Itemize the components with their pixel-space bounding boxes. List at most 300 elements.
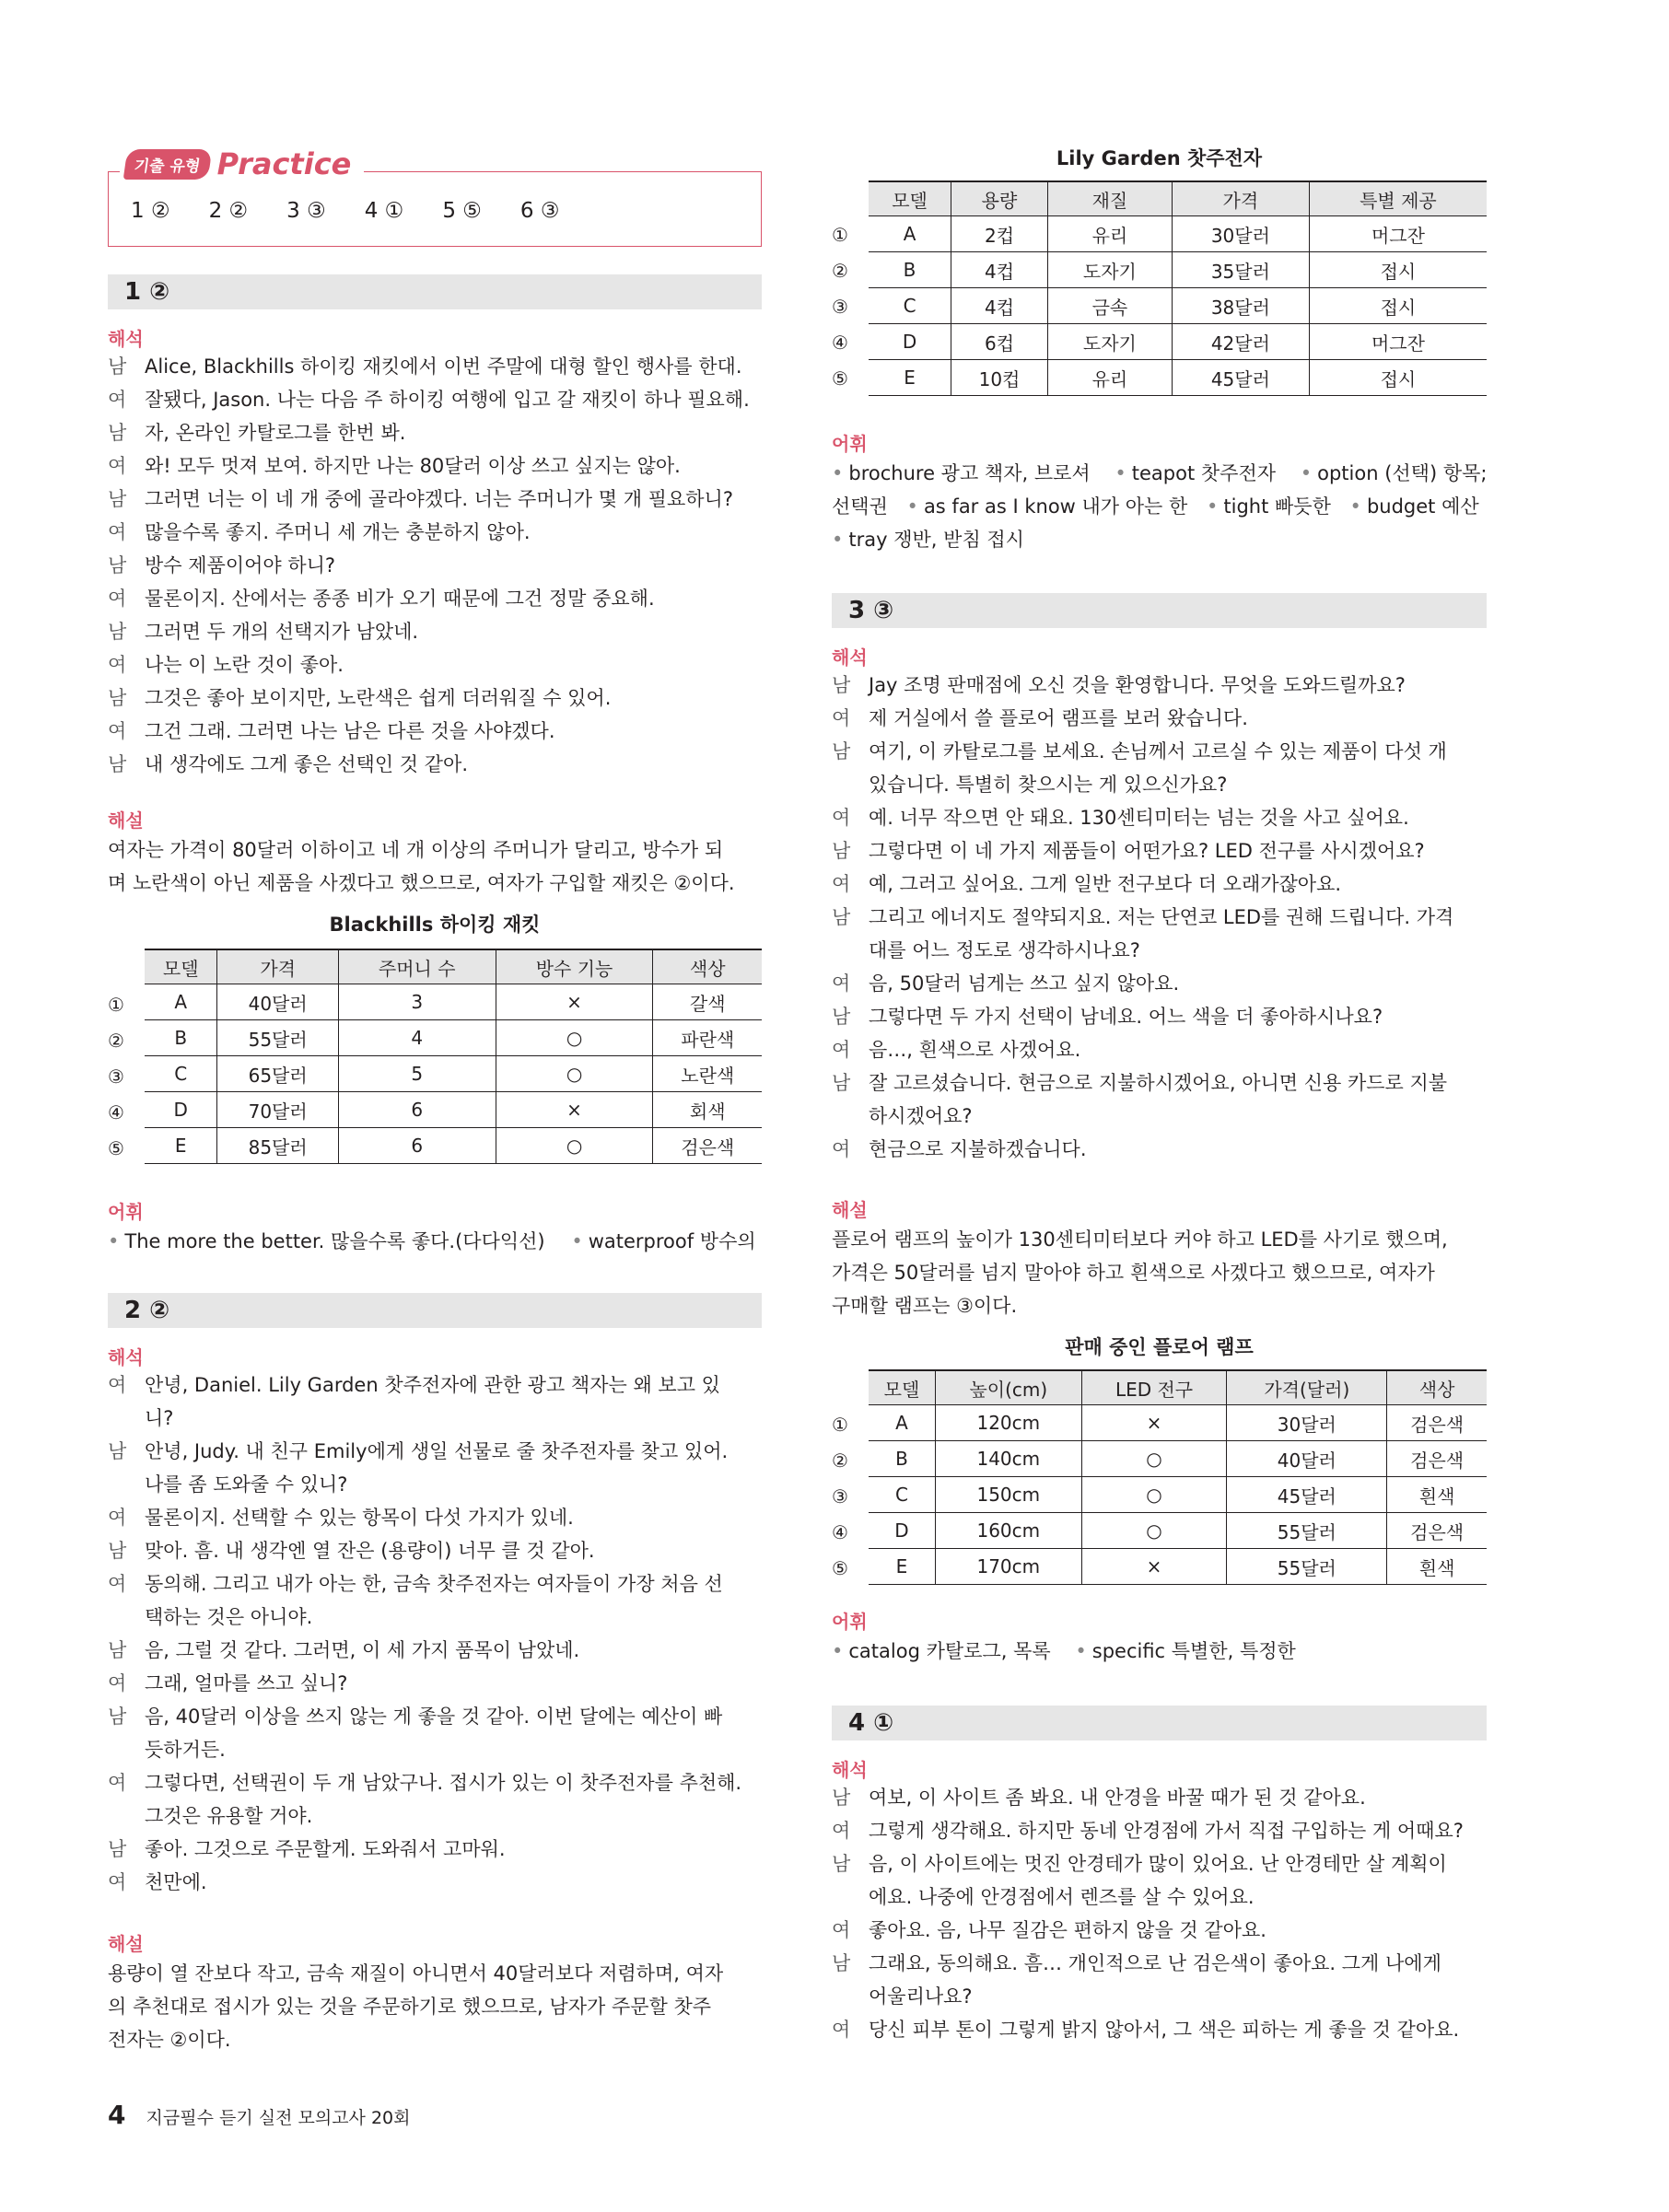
dialogue-line — [108, 350, 742, 383]
dialogue-line — [832, 1066, 1447, 1100]
table-cell: 6 — [338, 1092, 496, 1128]
dialogue-line — [108, 1534, 595, 1567]
table-cell: 140cm — [935, 1441, 1081, 1477]
table-cell: 55달러 — [217, 1020, 338, 1056]
dialogue-line — [108, 715, 555, 748]
dialogue-text: 여기, 이 카탈로그를 보세요. 손님께서 고르실 수 있는 제품이 다섯 개 — [869, 740, 1447, 763]
speaker: 남 — [108, 687, 127, 709]
table-row — [869, 1477, 1487, 1513]
dialogue-text: 그러면 두 개의 선택지가 남았네. — [145, 621, 419, 643]
row-number: ③ — [832, 296, 848, 318]
row-numbers — [832, 217, 848, 397]
explain-line: 구매할 램프는 ③이다. — [832, 1295, 1018, 1317]
table-cell: 접시 — [1309, 252, 1487, 288]
q3-explain — [832, 1223, 1448, 1322]
dialogue-line — [832, 768, 1227, 801]
table-cell: 흰색 — [1387, 1549, 1487, 1585]
dialogue-line — [108, 383, 750, 416]
row-number: ④ — [832, 332, 848, 354]
row-number: ① — [832, 1414, 848, 1436]
dialogue-text: 여보, 이 사이트 좀 봐요. 내 안경을 바꿀 때가 된 것 같아요. — [869, 1787, 1366, 1809]
dialogue-line — [108, 483, 733, 516]
teapot-table — [869, 180, 1487, 396]
table-cell: 도자기 — [1047, 324, 1172, 360]
dialogue-text: 그래, 얼마를 쓰고 싶니? — [145, 1672, 348, 1694]
table-row — [869, 1441, 1487, 1477]
practice-title: Practice — [216, 146, 352, 181]
table-row — [145, 1092, 762, 1128]
dialogue-text: 당신 피부 톤이 그렇게 밝지 않아서, 그 색은 피하는 게 좋을 것 같아요. — [869, 2019, 1460, 2041]
dialogue-line — [832, 2013, 1459, 2046]
dialogue-text: 있습니다. 특별히 찾으시는 게 있으신가요? — [869, 774, 1228, 796]
dialogue-text: 예, 그러고 싶어요. 그게 일반 전구보다 더 오래가잖아요. — [869, 873, 1342, 895]
dialogue-line — [108, 1866, 207, 1899]
table-cell: E — [869, 360, 951, 396]
dialogue-line — [832, 1133, 1087, 1166]
row-number: ② — [832, 1449, 848, 1472]
section-header-q3: 3 ③ — [832, 593, 1487, 628]
vocab-label: 어휘 — [832, 433, 868, 455]
table-cell: 55달러 — [1227, 1549, 1387, 1585]
dialogue-text: 나는 이 노란 것이 좋아. — [145, 654, 344, 676]
table-cell: C — [145, 1056, 217, 1092]
table-row — [869, 1513, 1487, 1549]
column-header: 색상 — [653, 949, 762, 984]
table-cell: 파란색 — [653, 1020, 762, 1056]
table-cell: 회색 — [653, 1092, 762, 1128]
table-cell: 85달러 — [217, 1128, 338, 1164]
dialogue-line — [832, 1000, 1383, 1033]
column-header: 용량 — [951, 181, 1048, 216]
speaker: 여 — [108, 588, 127, 610]
column-header: 모델 — [869, 181, 951, 216]
explain-label: 해설 — [108, 809, 144, 832]
speaker: 남 — [108, 1706, 127, 1728]
dialogue-text: 듯하거든. — [145, 1739, 226, 1761]
row-number: ② — [832, 260, 848, 282]
table-cell: ○ — [496, 1020, 653, 1056]
dialogue-text: 나를 좀 도와줄 수 있니? — [145, 1473, 348, 1496]
table-cell: A — [869, 216, 951, 252]
table-cell: 검은색 — [1387, 1405, 1487, 1441]
row-numbers — [832, 1407, 848, 1587]
dialogue-line — [108, 1567, 723, 1601]
column-header: 주머니 수 — [338, 949, 496, 984]
dialogue-text: 니? — [145, 1407, 174, 1429]
dialogue-text: 그렇다면 이 네 가지 제품들이 어떤가요? LED 전구를 사시겠어요? — [869, 840, 1425, 862]
dialogue-line — [832, 934, 1140, 967]
speaker: 남 — [832, 1853, 851, 1875]
dialogue-line — [832, 669, 1406, 702]
explain-line: 플로어 램프의 높이가 130센티미터보다 커야 하고 LED를 사기로 했으며, — [832, 1228, 1448, 1251]
speaker: 여 — [108, 1871, 127, 1893]
speaker: 남 — [832, 1006, 851, 1028]
dialogue-text: 음…, 흰색으로 사겠어요. — [869, 1039, 1081, 1061]
dialogue-text: 많을수록 좋지. 주머니 세 개는 충분하지 않아. — [145, 521, 531, 543]
table-cell: × — [496, 1092, 653, 1128]
speaker: 남 — [108, 1639, 127, 1661]
table-cell: 검은색 — [1387, 1441, 1487, 1477]
dialogue-text: 음, 이 사이트에는 멋진 안경테가 많이 있어요. 난 안경테만 살 계획이 — [869, 1853, 1447, 1875]
table-cell: 접시 — [1309, 360, 1487, 396]
table-cell: B — [869, 252, 951, 288]
dialogue-text: 내 생각에도 그게 좋은 선택인 것 같아. — [145, 753, 469, 775]
speaker: 남 — [108, 422, 127, 444]
table-title: Blackhills 하이킹 재킷 — [329, 914, 541, 936]
q2-vocab: • brochure 광고 책자, 브로셔 • teapot 찻주전자 • option (선택) 항목; 선택권 • as far as I know 내가 아는 한 • tight 빠듯한 • budget 예산 • tray 쟁반, 받침 접시 — [832, 462, 1488, 551]
answer-item: 2 ② — [208, 199, 249, 223]
dialogue-line — [832, 702, 1248, 735]
table-cell: 4 — [338, 1020, 496, 1056]
page-footer — [108, 2100, 410, 2130]
table-cell: 머그잔 — [1309, 324, 1487, 360]
row-number: ③ — [108, 1065, 124, 1088]
answer-item: 6 ③ — [519, 199, 560, 223]
dialogue-text: 하시겠어요? — [869, 1105, 973, 1127]
table-row — [869, 1405, 1487, 1441]
q3-vocab: • catalog 카탈로그, 목록 • specific 특별한, 특정한 — [832, 1640, 1296, 1662]
dialogue-line — [832, 1100, 973, 1133]
vocab-label: 어휘 — [108, 1201, 144, 1223]
dialogue-text: 현금으로 지불하겠습니다. — [869, 1138, 1087, 1160]
dialogue-line — [832, 967, 1179, 1000]
table-cell: 45달러 — [1227, 1477, 1387, 1513]
vocab-item: tray 쟁반, 받침 접시 — [848, 529, 1024, 551]
table-cell: 65달러 — [217, 1056, 338, 1092]
table-row — [869, 360, 1487, 396]
table-cell: 3 — [338, 984, 496, 1020]
speaker: 여 — [832, 2019, 851, 2041]
speaker: 남 — [108, 554, 127, 576]
table-cell: 10컵 — [951, 360, 1048, 396]
speaker: 여 — [108, 521, 127, 543]
table-cell: B — [869, 1441, 935, 1477]
explain-label: 해설 — [108, 1933, 144, 1955]
explain-line: 가격은 50달러를 넘지 말아야 하고 흰색으로 사겠다고 했으므로, 여자가 — [832, 1262, 1435, 1284]
dialogue-line — [108, 1667, 347, 1700]
speaker: 여 — [108, 654, 127, 676]
speaker: 남 — [832, 674, 851, 696]
dialogue-line — [832, 1914, 1266, 1947]
answer-item: 3 ③ — [286, 199, 326, 223]
table-cell: ○ — [496, 1128, 653, 1164]
speaker: 남 — [108, 1540, 127, 1562]
answer-item: 4 ① — [364, 199, 404, 223]
table-cell: ○ — [1081, 1513, 1227, 1549]
explain-line: 여자는 가격이 80달러 이하이고 네 개 이상의 주머니가 달리고, 방수가 되 — [108, 839, 724, 861]
speaker: 여 — [832, 1138, 851, 1160]
table-cell: × — [1081, 1549, 1227, 1585]
table-cell: 30달러 — [1172, 216, 1309, 252]
speaker: 여 — [832, 807, 851, 829]
dialogue-text: 좋아요. 음, 나무 질감은 편하지 않을 것 같아요. — [869, 1919, 1266, 1941]
table-cell: A — [869, 1405, 935, 1441]
row-number: ⑤ — [832, 1557, 848, 1579]
script-label: 해석 — [832, 646, 868, 669]
dialogue-line — [108, 1501, 574, 1534]
dialogue-text: 그래요, 동의해요. 흠… 개인적으로 난 검은색이 좋아요. 그게 나에게 — [869, 1952, 1441, 1974]
dialogue-text: 에요. 나중에 안경점에서 렌즈를 살 수 있어요. — [869, 1886, 1255, 1908]
table-cell: 금속 — [1047, 288, 1172, 324]
dialogue-line — [108, 681, 611, 715]
dialogue-text: 잘됐다, Jason. 나는 다음 주 하이킹 여행에 입고 갈 재킷이 하나 필요해. — [145, 389, 750, 411]
speaker: 여 — [108, 389, 127, 411]
dialogue-text: 그렇다면, 선택권이 두 개 남았구나. 접시가 있는 이 찻주전자를 추천해. — [145, 1772, 742, 1794]
dialogue-line — [832, 735, 1447, 768]
dialogue-text: 음, 50달러 넘게는 쓰고 싶지 않아요. — [869, 972, 1180, 995]
table-title: 판매 중인 플로어 램프 — [1065, 1336, 1254, 1358]
column-header: 높이(cm) — [935, 1370, 1081, 1405]
dialogue-line — [832, 1781, 1366, 1814]
row-numbers — [108, 987, 124, 1167]
column-header: 방수 기능 — [496, 949, 653, 984]
dialogue-line — [108, 1468, 347, 1501]
dialogue-line — [832, 1814, 1464, 1847]
dialogue-text: 맞아. 흠. 내 생각엔 열 잔은 (용량이) 너무 클 것 같아. — [145, 1540, 595, 1562]
table-cell: 도자기 — [1047, 252, 1172, 288]
table-cell: 40달러 — [1227, 1441, 1387, 1477]
explain-line: 전자는 ②이다. — [108, 2029, 231, 2051]
dialogue-line — [832, 801, 1409, 834]
practice-header — [120, 146, 364, 182]
speaker: 여 — [832, 707, 851, 729]
section-header-q1: 1 ② — [108, 274, 762, 309]
vocab-item: brochure 광고 책자, 브로셔 — [848, 462, 1091, 484]
table-row — [145, 1020, 762, 1056]
table-cell: 40달러 — [217, 984, 338, 1020]
dialogue-line — [832, 834, 1425, 867]
speaker: 여 — [832, 873, 851, 895]
dialogue-line — [108, 1601, 312, 1634]
table-cell: 42달러 — [1172, 324, 1309, 360]
vocab-item: teapot 찻주전자 — [1131, 462, 1277, 484]
table-title: Lily Garden 찻주전자 — [1056, 147, 1263, 169]
table-cell: × — [496, 984, 653, 1020]
script-label: 해석 — [108, 1346, 144, 1368]
table-row — [145, 984, 762, 1020]
lamp-table — [869, 1369, 1487, 1585]
dialogue-line — [832, 901, 1453, 934]
explain-line: 용량이 열 잔보다 작고, 금속 재질이 아니면서 40달러보다 저렴하며, 여자 — [108, 1962, 724, 1985]
column-header: 재질 — [1047, 181, 1172, 216]
speaker: 여 — [108, 1374, 127, 1396]
table-cell: 6 — [338, 1128, 496, 1164]
column-header: 특별 제공 — [1309, 181, 1487, 216]
dialogue-line — [108, 615, 418, 648]
dialogue-line — [832, 1847, 1447, 1880]
row-number: ② — [108, 1030, 124, 1052]
row-number: ① — [108, 994, 124, 1016]
dialogue-line — [108, 449, 681, 483]
speaker: 여 — [832, 972, 851, 995]
column-header: 색상 — [1387, 1370, 1487, 1405]
table-cell: 160cm — [935, 1513, 1081, 1549]
column-header: 모델 — [145, 949, 217, 984]
dialogue-text: 음, 40달러 이상을 쓰지 않는 게 좋을 것 같아. 이번 달에는 예산이 빠 — [145, 1706, 723, 1728]
speaker: 남 — [108, 355, 127, 378]
table-cell: 흰색 — [1387, 1477, 1487, 1513]
dialogue-line — [108, 1402, 173, 1435]
dialogue-text: 그리고 에너지도 절약되지요. 저는 단연코 LED를 권해 드립니다. 가격 — [869, 906, 1454, 928]
table-cell: 노란색 — [653, 1056, 762, 1092]
book-title: 지금필수 듣기 실전 모의고사 20회 — [146, 2108, 411, 2128]
dialogue-line — [832, 1880, 1255, 1914]
dialogue-line — [108, 549, 335, 582]
table-cell: 4컵 — [951, 252, 1048, 288]
dialogue-text: 방수 제품이어야 하니? — [145, 554, 336, 576]
dialogue-line — [108, 648, 344, 681]
table-row — [145, 1128, 762, 1164]
column-header: 가격 — [1172, 181, 1309, 216]
dialogue-line — [108, 1435, 728, 1468]
vocab-item: catalog 카탈로그, 목록 — [848, 1640, 1051, 1662]
dialogue-line — [108, 1733, 226, 1766]
speaker: 남 — [832, 1952, 851, 1974]
vocab-item: 선택권 — [832, 495, 888, 518]
dialogue-text: 그러면 너는 이 네 개 중에 골라야겠다. 너는 주머니가 몇 개 필요하니? — [145, 488, 733, 510]
explain-line: 의 추천대로 접시가 있는 것을 주문하기로 했으므로, 남자가 주문할 찻주 — [108, 1996, 712, 2018]
table-cell: 70달러 — [217, 1092, 338, 1128]
table-cell: 머그잔 — [1309, 216, 1487, 252]
row-number: ③ — [832, 1485, 848, 1508]
dialogue-text: 동의해. 그리고 내가 아는 한, 금속 찻주전자는 여자들이 가장 처음 선 — [145, 1573, 723, 1595]
speaker: 남 — [832, 1787, 851, 1809]
dialogue-line — [108, 1833, 506, 1866]
table-cell: 30달러 — [1227, 1405, 1387, 1441]
speaker: 여 — [108, 455, 127, 477]
table-cell: D — [869, 324, 951, 360]
speaker: 여 — [108, 1507, 127, 1529]
table-cell: C — [869, 1477, 935, 1513]
table-cell: 38달러 — [1172, 288, 1309, 324]
table-cell: ○ — [1081, 1477, 1227, 1513]
dialogue-line — [108, 416, 405, 449]
dialogue-text: 와! 모두 멋져 보여. 하지만 나는 80달러 이상 쓰고 싶지는 않아. — [145, 455, 681, 477]
speaker: 여 — [832, 1919, 851, 1941]
table-cell: 150cm — [935, 1477, 1081, 1513]
dialogue-text: 그렇다면 두 가지 선택이 남네요. 어느 색을 더 좋아하시나요? — [869, 1006, 1383, 1028]
vocab-item: specific 특별한, 특정한 — [1091, 1640, 1296, 1662]
section-header-q2: 2 ② — [108, 1293, 762, 1328]
dialogue-text: 음, 그럴 것 같다. 그러면, 이 세 가지 품목이 남았네. — [145, 1639, 580, 1661]
dialogue-line — [832, 1980, 973, 2013]
script-label: 해석 — [108, 328, 144, 350]
dialogue-line — [108, 516, 531, 549]
dialogue-text: 대를 어느 정도로 생각하시나요? — [869, 939, 1140, 961]
vocab-item: waterproof 방수의 — [588, 1230, 756, 1252]
vocab-item: option (선택) 항목; — [1317, 462, 1488, 484]
dialogue-line — [108, 748, 468, 781]
row-number: ⑤ — [108, 1137, 124, 1159]
dialogue-text: 그것은 유용할 거야. — [145, 1805, 313, 1827]
speaker: 여 — [108, 1573, 127, 1595]
table-cell: D — [869, 1513, 935, 1549]
table-cell: 갈색 — [653, 984, 762, 1020]
dialogue-line — [832, 1947, 1441, 1980]
answer-list — [131, 199, 559, 223]
dialogue-text: 잘 고르셨습니다. 현금으로 지불하시겠어요, 아니면 신용 카드로 지불 — [869, 1072, 1448, 1094]
table-cell: × — [1081, 1405, 1227, 1441]
vocab-item: as far as I know 내가 아는 한 — [923, 495, 1188, 518]
dialogue-text: 천만에. — [145, 1871, 207, 1893]
dialogue-text: 안녕, Daniel. Lily Garden 찻주전자에 관한 광고 책자는 왜 보고 있 — [145, 1374, 720, 1396]
vocab-item: The more the better. 많을수록 좋다.(다다익선) — [124, 1230, 545, 1252]
table-cell: E — [145, 1128, 217, 1164]
speaker: 남 — [108, 1440, 127, 1462]
vocab-label: 어휘 — [832, 1611, 868, 1633]
column-header: 가격(달러) — [1227, 1370, 1387, 1405]
speaker: 남 — [108, 621, 127, 643]
speaker: 여 — [108, 1672, 127, 1694]
table-row — [869, 252, 1487, 288]
jacket-table — [145, 949, 762, 1164]
dialogue-line — [832, 1033, 1080, 1066]
speaker: 남 — [108, 488, 127, 510]
dialogue-text: 물론이지. 선택할 수 있는 항목이 다섯 가지가 있네. — [145, 1507, 574, 1529]
table-cell: 2컵 — [951, 216, 1048, 252]
explain-label: 해설 — [832, 1199, 868, 1221]
table-cell: 120cm — [935, 1405, 1081, 1441]
dialogue-text: Jay 조명 판매점에 오신 것을 환영합니다. 무엇을 도와드릴까요? — [869, 674, 1406, 696]
page-number: 4 — [108, 2100, 126, 2130]
dialogue-text: 택하는 것은 아니야. — [145, 1606, 313, 1628]
dialogue-line — [108, 1799, 312, 1833]
speaker: 남 — [108, 753, 127, 775]
dialogue-line — [108, 1634, 579, 1667]
dialogue-line — [108, 1766, 741, 1799]
row-number: ① — [832, 224, 848, 246]
column-header: LED 전구 — [1081, 1370, 1227, 1405]
dialogue-text: 그렇게 생각해요. 하지만 동네 안경점에 가서 직접 구입하는 게 어때요? — [869, 1820, 1464, 1842]
table-cell: B — [145, 1020, 217, 1056]
q2-explain — [108, 1957, 723, 2056]
q1-vocab: • The more the better. 많을수록 좋다.(다다익선) • waterproof 방수의 — [108, 1230, 756, 1252]
q1-explain — [108, 833, 735, 900]
table-row — [145, 1056, 762, 1092]
speaker: 남 — [108, 1838, 127, 1860]
dialogue-text: Alice, Blackhills 하이킹 재킷에서 이번 주말에 대형 할인 행사를 한대. — [145, 355, 742, 378]
table-cell: 6컵 — [951, 324, 1048, 360]
table-row — [869, 324, 1487, 360]
vocab-item: budget 예산 — [1366, 495, 1479, 518]
column-header: 모델 — [869, 1370, 935, 1405]
table-cell: 4컵 — [951, 288, 1048, 324]
speaker: 여 — [832, 1820, 851, 1842]
table-row — [869, 216, 1487, 252]
vocab-item: tight 빠듯한 — [1223, 495, 1331, 518]
dialogue-text: 안녕, Judy. 내 친구 Emily에게 생일 선물로 줄 찻주전자를 찾고 있어. — [145, 1440, 729, 1462]
dialogue-text: 예. 너무 작으면 안 돼요. 130센티미터는 넘는 것을 사고 싶어요. — [869, 807, 1409, 829]
table-cell: 5 — [338, 1056, 496, 1092]
table-cell: ○ — [496, 1056, 653, 1092]
dialogue-line — [108, 1368, 720, 1402]
table-cell: 170cm — [935, 1549, 1081, 1585]
table-cell: C — [869, 288, 951, 324]
speaker: 여 — [832, 1039, 851, 1061]
speaker: 남 — [832, 740, 851, 763]
table-cell: 유리 — [1047, 360, 1172, 396]
table-cell: 검은색 — [653, 1128, 762, 1164]
answer-item: 5 ⑤ — [442, 199, 482, 223]
dialogue-text: 자, 온라인 카탈로그를 한번 봐. — [145, 422, 406, 444]
practice-tag: 기출 유형 — [123, 149, 212, 180]
dialogue-text: 제 거실에서 쓸 플로어 램프를 보러 왔습니다. — [869, 707, 1248, 729]
dialogue-text: 좋아. 그것으로 주문할게. 도와줘서 고마워. — [145, 1838, 506, 1860]
dialogue-text: 그건 그래. 그러면 나는 남은 다른 것을 사야겠다. — [145, 720, 555, 742]
table-cell: 유리 — [1047, 216, 1172, 252]
table-cell: 45달러 — [1172, 360, 1309, 396]
column-header: 가격 — [217, 949, 338, 984]
